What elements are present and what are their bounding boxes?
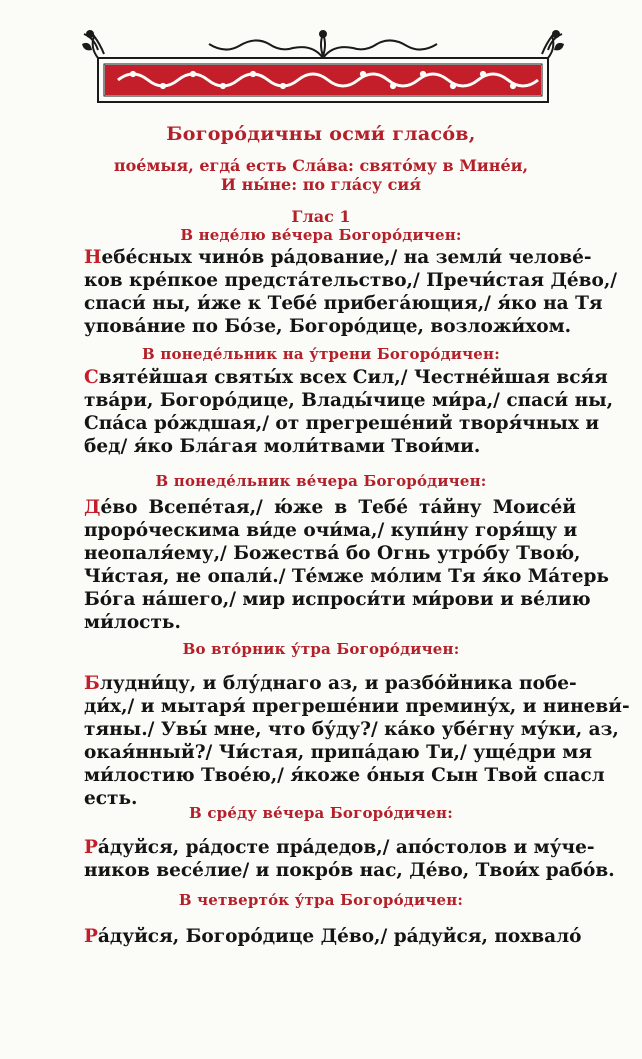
section-heading: В четверто́к у́тра Богоро́дичен: <box>178 891 464 909</box>
drop-initial: Р <box>84 837 98 858</box>
ornamental-headpiece <box>78 28 568 108</box>
section-heading: В сре́ду ве́чера Богоро́дичен: <box>189 804 453 822</box>
section-heading: В понеде́льник ве́чера Богоро́дичен: <box>155 472 487 490</box>
section-heading: Во вто́рник у́тра Богоро́дичен: <box>182 640 460 658</box>
hymn-paragraph <box>84 925 582 948</box>
page-title: Богоро́дичны осми́ гласо́в, <box>166 123 476 145</box>
drop-initial: Б <box>84 673 100 694</box>
hymn-paragraph <box>84 246 618 338</box>
text-line: упова́ние по Бо́зе, Богоро́дице, возложи́хом. <box>84 316 572 337</box>
text-line: ников весе́лие/ и покро́в нас, Де́во, Твои́х рабо́в. <box>84 860 615 881</box>
text-line: Святе́йшая святы́х всех Сил,/ Честне́йшая вся́я <box>84 367 608 388</box>
text-line: Де́во Всепе́тая,/ ю́же в Тебе́ та́йну Моисе́й <box>84 497 576 518</box>
text-line: Чи́стая, не опали́./ Те́мже мо́лим Тя я́ко Ма́терь <box>84 566 609 587</box>
text-line: тяны./ Увы́ мне, что бу́ду?/ ка́ко убе́гну му́ки, аз, <box>84 719 619 740</box>
drop-initial: Н <box>84 247 102 268</box>
text-line: Ра́дуйся, Богоро́дице Де́во,/ ра́дуйся, похвало́ <box>84 926 582 947</box>
text-line: Блудни́цу, и блу́днаго аз, и разбо́йника побе- <box>84 673 577 694</box>
section-heading: В неде́лю ве́чера Богоро́дичен: <box>180 226 462 244</box>
text-line: Бо́га на́шего,/ мир испроси́ти ми́рови и ве́лию <box>84 589 591 610</box>
section-heading: В понеде́льник на у́трени Богоро́дичен: <box>142 345 500 363</box>
text-line: бед/ я́ко Бла́гая моли́твами Твои́ми. <box>84 436 481 457</box>
text-line: Спа́са ро́ждшая,/ от прегреше́ний творя́чных и <box>84 413 600 434</box>
text-line: спаси́ ны, и́же к Тебе́ прибега́ющия,/ я́ко на Тя <box>84 293 603 314</box>
hymn-paragraph <box>84 836 615 882</box>
tone-heading: Глас 1 <box>291 207 351 226</box>
text-line: ков кре́пкое предста́тельство,/ Пречи́стая Де́во,/ <box>84 270 618 291</box>
drop-initial: С <box>84 367 99 388</box>
text-line: тва́ри, Богоро́дице, Влады́чице ми́ра,/ спаси́ ны, <box>84 390 614 411</box>
text-line: ми́лость. <box>84 612 181 633</box>
drop-initial: Д <box>84 497 101 518</box>
text-line: Ра́дуйся, ра́досте пра́дедов,/ апо́столов и му́че- <box>84 837 595 858</box>
rubric-line-1: пое́мыя, егда́ есть Сла́ва: свято́му в Мине́и, <box>113 156 529 175</box>
drop-initial: Р <box>84 926 98 947</box>
text-line: Небе́сных чино́в ра́дование,/ на земли́ челове́- <box>84 247 592 268</box>
hymn-paragraph <box>84 496 609 634</box>
text-line: есть. <box>84 788 138 809</box>
text-line: окая́нный?/ Чи́стая, припа́даю Ти,/ уще́дри мя <box>84 742 592 763</box>
hymn-paragraph <box>84 366 614 458</box>
text-line: неопаля́ему,/ Божества́ бо Огнь утро́бу Твою́, <box>84 543 581 564</box>
rubric-line-2: И ны́не: по гла́су сия́ <box>220 175 422 194</box>
text-line: ди́х,/ и мытаря́ прегреше́нии премину́х, и ниневи́- <box>84 696 630 717</box>
hymn-paragraph <box>84 672 630 810</box>
text-line: ми́лостию Твое́ю,/ я́коже о́ныя Сын Твой спасл <box>84 765 605 786</box>
text-line: проро́ческима ви́де очи́ма,/ купи́ну горя́щу и <box>84 520 578 541</box>
